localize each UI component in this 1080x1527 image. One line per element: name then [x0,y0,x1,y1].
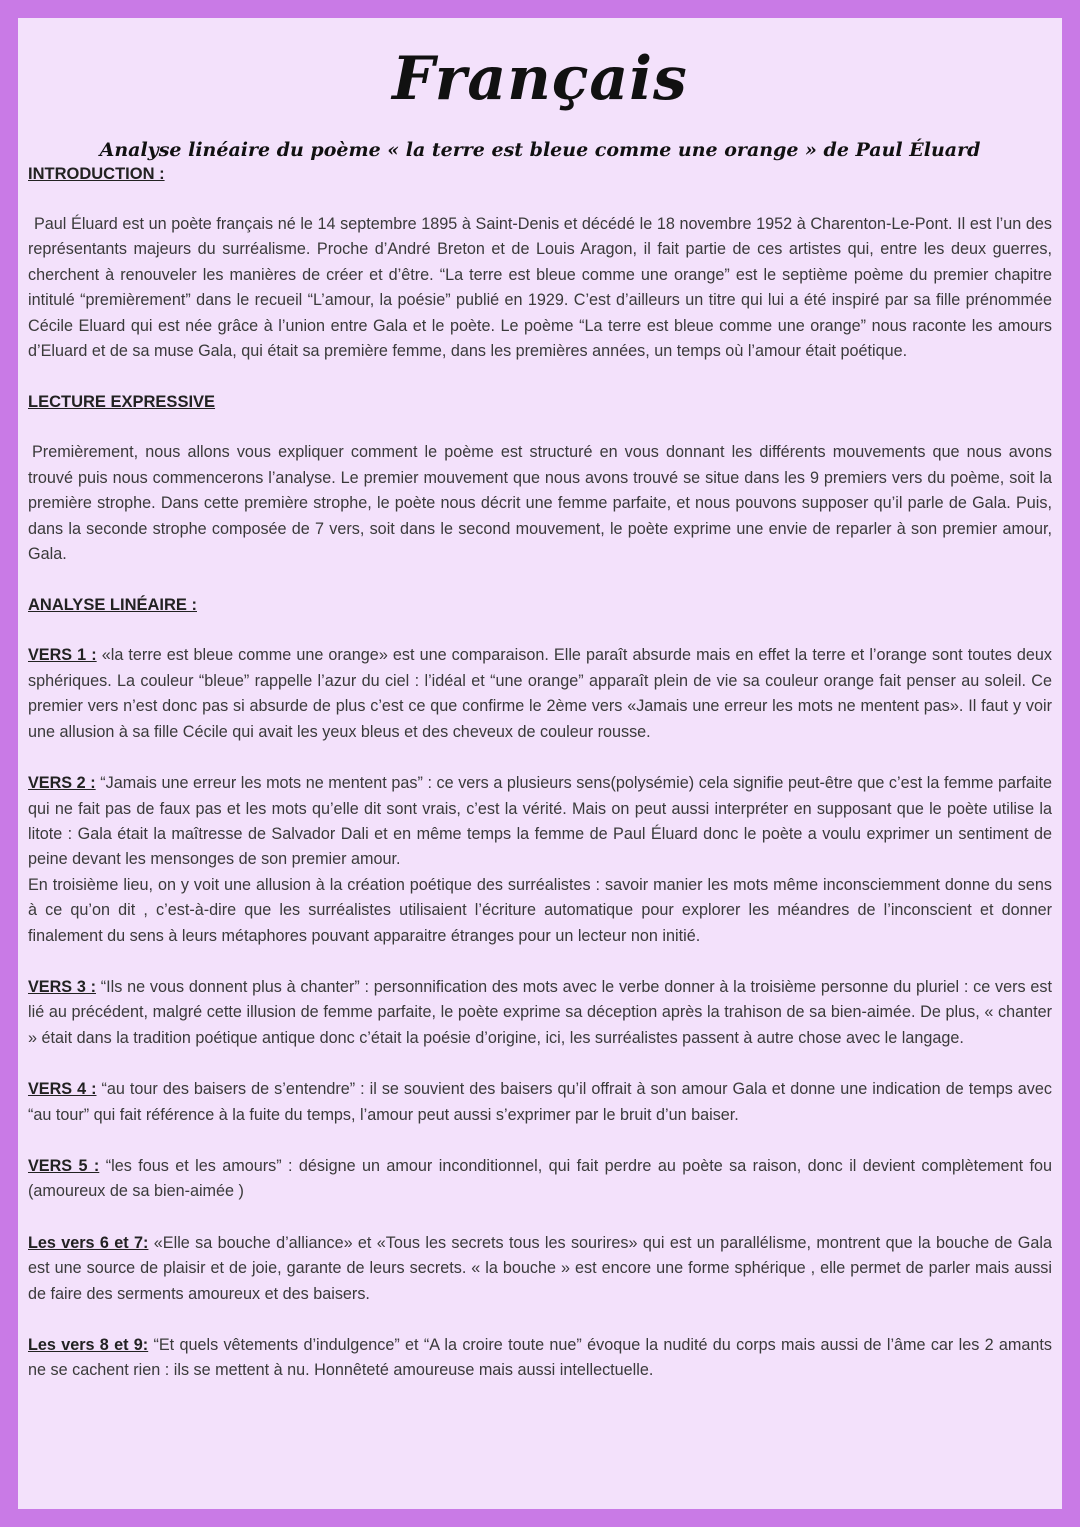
vers4-label: VERS 4 : [28,1080,97,1099]
vers67-label: Les vers 6 et 7: [28,1233,149,1252]
vers2-paragraph [28,771,1052,873]
vers5-text: “les fous et les amours” : désigne un amour inconditionnel, qui fait perdre au poète sa raison, donc il devient complètement fou (amoureux de sa bien-aimée ) [28,1156,1052,1201]
vers89-paragraph [28,1333,1052,1384]
vers3-text: “Ils ne vous donnent plus à chanter” : personnification des mots avec le verbe donner à la troisième personne du pluriel : ce vers est lié au précédent, malgré cette illusion de femme parfaite, le poète exprime sa déception après la trahison de sa bien-aimée. De plus, « chanter » était dans la tradition poétique antique donc c’était la poésie d’origine, ici, les surréalistes passent à autre chose avec le langage. [28,977,1052,1047]
vers2-label: VERS 2 : [28,774,96,793]
vers4-paragraph [28,1077,1052,1128]
vers2-text: “Jamais une erreur les mots ne mentent pas” : ce vers a plusieurs sens(polysémie) cela signifie peut-être que c’est la femme parfaite qui ne fait pas de faux pas et les mots qu’elle dit sont vrais, c’est la vérité. Mais on peut aussi interpréter en supposant que le poète utilise la litote : Gala était la maîtresse de Salvador Dali et en même temps la femme de Paul Éluard donc le poète a voulu exprimer un sentiment de peine devant les mensonges de son premier amour. [28,774,1052,869]
vers3-label: VERS 3 : [28,977,97,996]
vers2-paragraph-2: En troisième lieu, on y voit une allusion à la création poétique des surréalistes : savoir manier les mots même inconsciemment donne du sens à ce qu’on dit , c’est-à-dire que les surréalistes utilisaient l’écriture automatique pour explorer les méandres de l’inconscient et donner finalement du sens à leurs métaphores pouvant apparaitre étranges pour un lecteur non initié. [28,875,1052,945]
document-page [18,18,1062,1509]
vers89-label: Les vers 8 et 9: [28,1336,149,1354]
vers89-text: “Et quels vêtements d’indulgence” et “A la croire toute nue” évoque la nudité du corps mais aussi de l’âme car les 2 amants ne se cachent rien : ils se mettent à nu. Honnêteté amoureuse mais aussi intellectuelle. [28,1336,1052,1380]
lecture-paragraph: Premièrement, nous allons vous expliquer comment le poème est structuré en vous donnant les différents mouvements que nous avons trouvé puis nous commencerons l’analyse. Le premier mouvement que nous avons trouvé se situe dans les 9 premiers vers du poème, soit la première strophe. Dans cette première strophe, le poète nous décrit une femme parfaite, et nous pouvons supposer qu’il parle de Gala. Puis, dans la seconde strophe composée de 7 vers, soit dans le second mouvement, le poète exprime une envie de reparler à son premier amour, Gala. [28,443,1052,564]
vers4-text: “au tour des baisers de s’entendre” : il se souvient des baisers qu’il offrait à son amour Gala et donne une indication de temps avec “au tour” qui fait référence à la fuite du temps, l’amour peut aussi s’exprimer par le bruit d’un baiser. [28,1080,1052,1124]
page-subtitle: Analyse linéaire du poème « la terre est bleue comme une orange » de Paul Éluard [99,139,981,161]
lecture-heading: LECTURE EXPRESSIVE [28,393,216,412]
vers1-paragraph [28,643,1052,745]
vers5-label: VERS 5 : [28,1156,100,1175]
intro-paragraph: Paul Éluard est un poète français né le 14 septembre 1895 à Saint-Denis et décédé le 18 novembre 1952 à Charenton-Le-Pont. Il est l’un des représentants majeurs du surréalisme. Proche d’André Breton et de Louis Aragon, il fait partie de ces artistes qui, entre les deux guerres, cherchent à renouveler les manières de créer et d’être. “La terre est bleue comme une orange” est le septième poème du premier chapitre intitulé “premièrement” dans le recueil “L’amour, la poésie” publié en 1929. C’est d’ailleurs un titre qui lui a été inspiré par sa fille prénommée Cécile Eluard qui est née grâce à l’union entre Gala et le poète. Le poème “La terre est bleue comme une orange” nous raconte les amours d’Eluard et de sa muse Gala, qui était sa première femme, dans les premières années, un temps où l’amour était poétique. [28,215,1052,361]
intro-heading: INTRODUCTION : [28,165,165,183]
vers67-paragraph [28,1231,1052,1307]
vers1-label: VERS 1 : [28,646,97,665]
page-title: Français [392,44,688,114]
vers1-text: «la terre est bleue comme une orange» est une comparaison. Elle paraît absurde mais en effet la terre et l’orange sont toutes deux sphériques. La couleur “bleue” rappelle l’azur du ciel : l’idéal et “une orange” apparaît plein de vie sa couleur orange fait penser au soleil. Ce premier vers n’est donc pas si absurde de plus c’est ce que confirme le 2ème vers «Jamais une erreur les mots ne mentent pas». Il faut y voir une allusion à sa fille Cécile qui avait les yeux bleus et des cheveux de couleur rousse. [28,646,1052,741]
vers3-paragraph [28,975,1052,1051]
analyse-heading: ANALYSE LINÉAIRE : [28,596,197,615]
vers67-text: «Elle sa bouche d’alliance» et «Tous les secrets tous les sourires» qui est un parallélisme, montrent que la bouche de Gala est une source de plaisir et de joie, garante de leurs secrets. « la bouche » est encore une forme sphérique , elle permet de parler mais aussi de faire des serments amoureux et des baisers. [28,1233,1052,1303]
vers5-paragraph [28,1154,1052,1205]
